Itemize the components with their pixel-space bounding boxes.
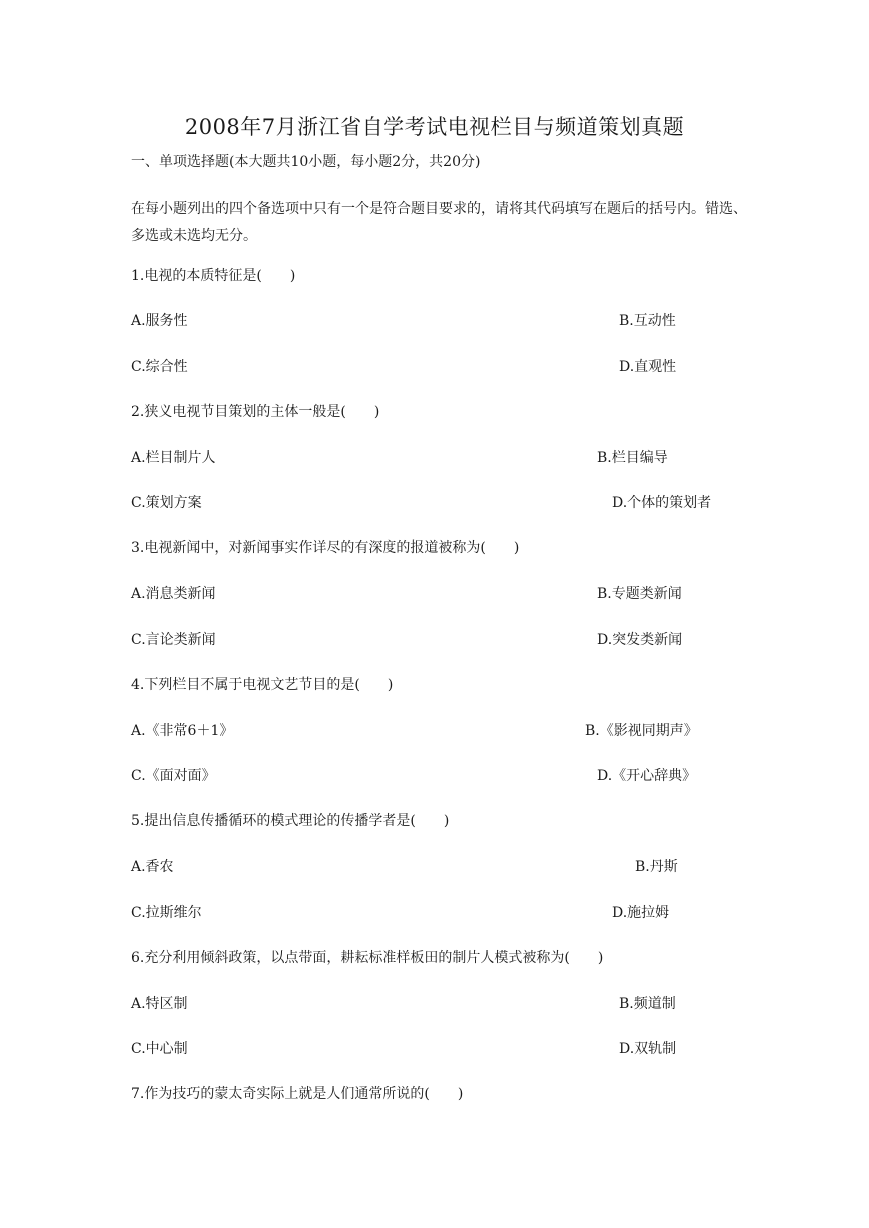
question-5-stem: 5.提出信息传播循环的模式理论的传播学者是( ) bbox=[131, 813, 450, 829]
question-2-option-a: A.栏目制片人 bbox=[131, 450, 216, 466]
question-7-stem: 7.作为技巧的蒙太奇实际上就是人们通常所说的( ) bbox=[131, 1086, 464, 1102]
instructions: 在每小题列出的四个备选项中只有一个是符合题目要求的，请将其代码填写在题后的括号内。错选、多选或未选均无分。 bbox=[131, 201, 747, 244]
question-6-option-a: A.特区制 bbox=[131, 996, 188, 1012]
question-4-option-d: D.《开心辞典》 bbox=[597, 768, 697, 784]
question-6-option-c: C.中心制 bbox=[131, 1041, 188, 1057]
question-2-stem: 2.狭义电视节目策划的主体一般是( ) bbox=[131, 404, 380, 420]
question-3-option-c: C.言论类新闻 bbox=[131, 632, 216, 648]
question-2-option-b: B.栏目编导 bbox=[597, 450, 668, 466]
question-3-option-d: D.突发类新闻 bbox=[597, 632, 683, 648]
question-1-stem: 1.电视的本质特征是( ) bbox=[131, 268, 296, 284]
question-2-option-c: C.策划方案 bbox=[131, 495, 202, 511]
question-1-option-c: C.综合性 bbox=[131, 359, 188, 375]
question-4-stem: 4.下列栏目不属于电视文艺节目的是( ) bbox=[131, 677, 394, 693]
question-1-option-d: D.直观性 bbox=[619, 359, 677, 375]
question-5-option-d: D.施拉姆 bbox=[612, 905, 670, 921]
question-5-option-b: B.丹斯 bbox=[635, 859, 678, 875]
question-1-option-b: B.互动性 bbox=[619, 313, 676, 329]
question-3-option-b: B.专题类新闻 bbox=[597, 586, 682, 602]
question-5-option-a: A.香农 bbox=[131, 859, 174, 875]
page-title: 2008年7月浙江省自学考试电视栏目与频道策划真题 bbox=[184, 115, 685, 139]
question-4-option-b: B.《影视同期声》 bbox=[585, 723, 698, 739]
section-heading: 一、单项选择题(本大题共10小题，每小题2分，共20分) bbox=[131, 154, 481, 170]
question-4-option-c: C.《面对面》 bbox=[131, 768, 216, 784]
question-6-option-d: D.双轨制 bbox=[619, 1041, 677, 1057]
question-1-option-a: A.服务性 bbox=[131, 313, 188, 329]
question-5-option-c: C.拉斯维尔 bbox=[131, 905, 202, 921]
question-6-stem: 6.充分利用倾斜政策，以点带面，耕耘标准样板田的制片人模式被称为( ) bbox=[131, 950, 604, 966]
question-2-option-d: D.个体的策划者 bbox=[612, 495, 712, 511]
question-6-option-b: B.频道制 bbox=[619, 996, 676, 1012]
question-3-stem: 3.电视新闻中，对新闻事实作详尽的有深度的报道被称为( ) bbox=[131, 540, 520, 556]
question-4-option-a: A.《非常6＋1》 bbox=[131, 723, 234, 739]
question-3-option-a: A.消息类新闻 bbox=[131, 586, 216, 602]
